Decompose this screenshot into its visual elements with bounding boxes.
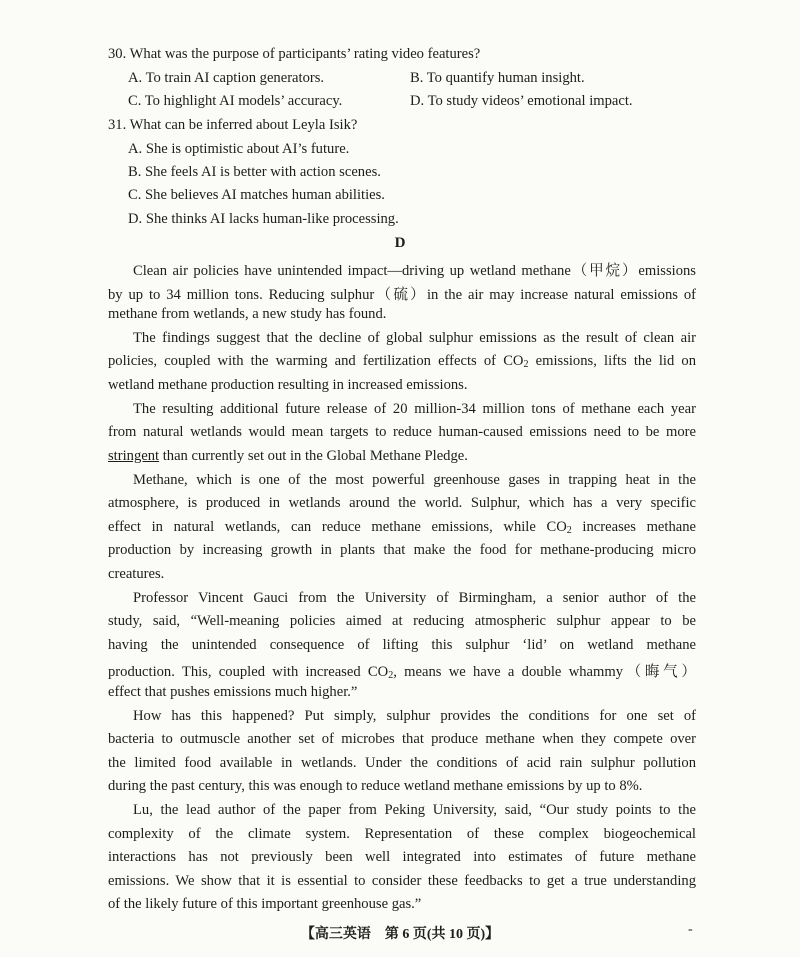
subscript: 2 bbox=[388, 670, 394, 681]
question-31-option-b: B. She feels AI is better with action scenes. bbox=[128, 164, 381, 180]
passage-line: having the unintended consequence of lifting this sulphur ‘lid’ on wetland methane bbox=[108, 637, 696, 653]
passage-line: from natural wetlands would mean targets to reduce human-caused emissions need to be more bbox=[108, 424, 696, 440]
page-footer: 【高三英语 第 6 页(共 10 页)】 bbox=[300, 927, 500, 942]
passage-line: How has this happened? Put simply, sulphur provides the conditions for one set of bbox=[133, 708, 696, 724]
passage-line: wetland methane production resulting in increased emissions. bbox=[108, 377, 468, 393]
text-segment: emissions, lifts the lid on bbox=[528, 353, 697, 369]
passage-line: Methane, which is one of the most powerful greenhouse gases in trapping heat in the bbox=[133, 472, 696, 488]
passage-line: during the past century, this was enough to reduce wetland methane emissions by up to 8%. bbox=[108, 778, 643, 794]
question-31-option-a: A. She is optimistic about AI’s future. bbox=[128, 141, 350, 157]
passage-line: The findings suggest that the decline of global sulphur emissions as the result of clean air bbox=[133, 330, 696, 346]
text-segment: policies, coupled with the warming and fertilization effects of CO bbox=[108, 353, 524, 369]
passage-line: production by increasing growth in plants that make the food for methane-producing micro bbox=[108, 542, 696, 558]
passage-line: The resulting additional future release of 20 million-34 million tons of methane each year bbox=[133, 401, 696, 417]
question-31-stem: 31. What can be inferred about Leyla Isik? bbox=[108, 117, 358, 133]
passage-line-with-subscript bbox=[108, 660, 696, 681]
question-30-option-a: A. To train AI caption generators. bbox=[128, 70, 325, 86]
passage-line-with-subscript bbox=[108, 353, 696, 370]
passage-line: bacteria to outmuscle another set of microbes that produce methane when they compete over bbox=[108, 731, 696, 747]
passage-line: study, said, “Well-meaning policies aimed at reducing atmospheric sulphur appear to be bbox=[108, 613, 696, 629]
underlined-word: stringent bbox=[108, 448, 160, 464]
question-30-stem: 30. What was the purpose of participants’ rating video features? bbox=[108, 46, 481, 62]
question-31-option-d: D. She thinks AI lacks human-like processing. bbox=[128, 211, 399, 227]
question-30-option-b: B. To quantify human insight. bbox=[410, 70, 585, 86]
passage-line: emissions. We show that it is essential to consider these feedbacks to get a true understanding bbox=[108, 873, 696, 889]
question-30-option-c: C. To highlight AI models’ accuracy. bbox=[128, 93, 343, 109]
passage-line-with-underline bbox=[108, 448, 696, 465]
text-segment: effect in natural wetlands, can reduce methane emissions, while CO bbox=[108, 519, 567, 535]
passage-line: the limited food available in wetlands. Under the conditions of acid rain sulphur pollution bbox=[108, 755, 696, 771]
passage-line: methane from wetlands, a new study has found. bbox=[108, 306, 387, 322]
text-segment: increases methane bbox=[571, 519, 696, 535]
text-segment: , means we have a double whammy（晦气） bbox=[393, 664, 696, 680]
passage-line: interactions has not previously been well integrated into estimates of future methane bbox=[108, 849, 696, 865]
subscript: 2 bbox=[523, 359, 529, 370]
passage-line: by up to 34 million tons. Reducing sulphur（硫）in the air may increase natural emissions of bbox=[108, 287, 696, 303]
text-segment: production. This, coupled with increased CO bbox=[108, 664, 389, 680]
passage-line: Professor Vincent Gauci from the University of Birmingham, a senior author of the bbox=[133, 590, 696, 606]
passage-line: Clean air policies have unintended impact—driving up wetland methane（甲烷）emissions bbox=[133, 263, 696, 279]
passage-line: Lu, the lead author of the paper from Peking University, said, “Our study points to the bbox=[133, 802, 696, 818]
footer-mark: - bbox=[688, 922, 693, 937]
question-30-option-d: D. To study videos’ emotional impact. bbox=[410, 93, 633, 109]
passage-line: of the likely future of this important greenhouse gas.” bbox=[108, 896, 422, 912]
text-segment: than currently set out in the Global Methane Pledge. bbox=[159, 448, 468, 464]
passage-line-with-subscript bbox=[108, 519, 696, 536]
passage-line: effect that pushes emissions much higher.” bbox=[108, 684, 358, 700]
passage-line: atmosphere, is produced in wetlands around the world. Sulphur, which has a very specific bbox=[108, 495, 696, 511]
passage-line: complexity of the climate system. Representation of these complex biogeochemical bbox=[108, 826, 696, 842]
subscript: 2 bbox=[566, 525, 572, 536]
passage-line: creatures. bbox=[108, 566, 165, 582]
section-title: D bbox=[394, 235, 406, 251]
question-31-option-c: C. She believes AI matches human abilities. bbox=[128, 187, 385, 203]
